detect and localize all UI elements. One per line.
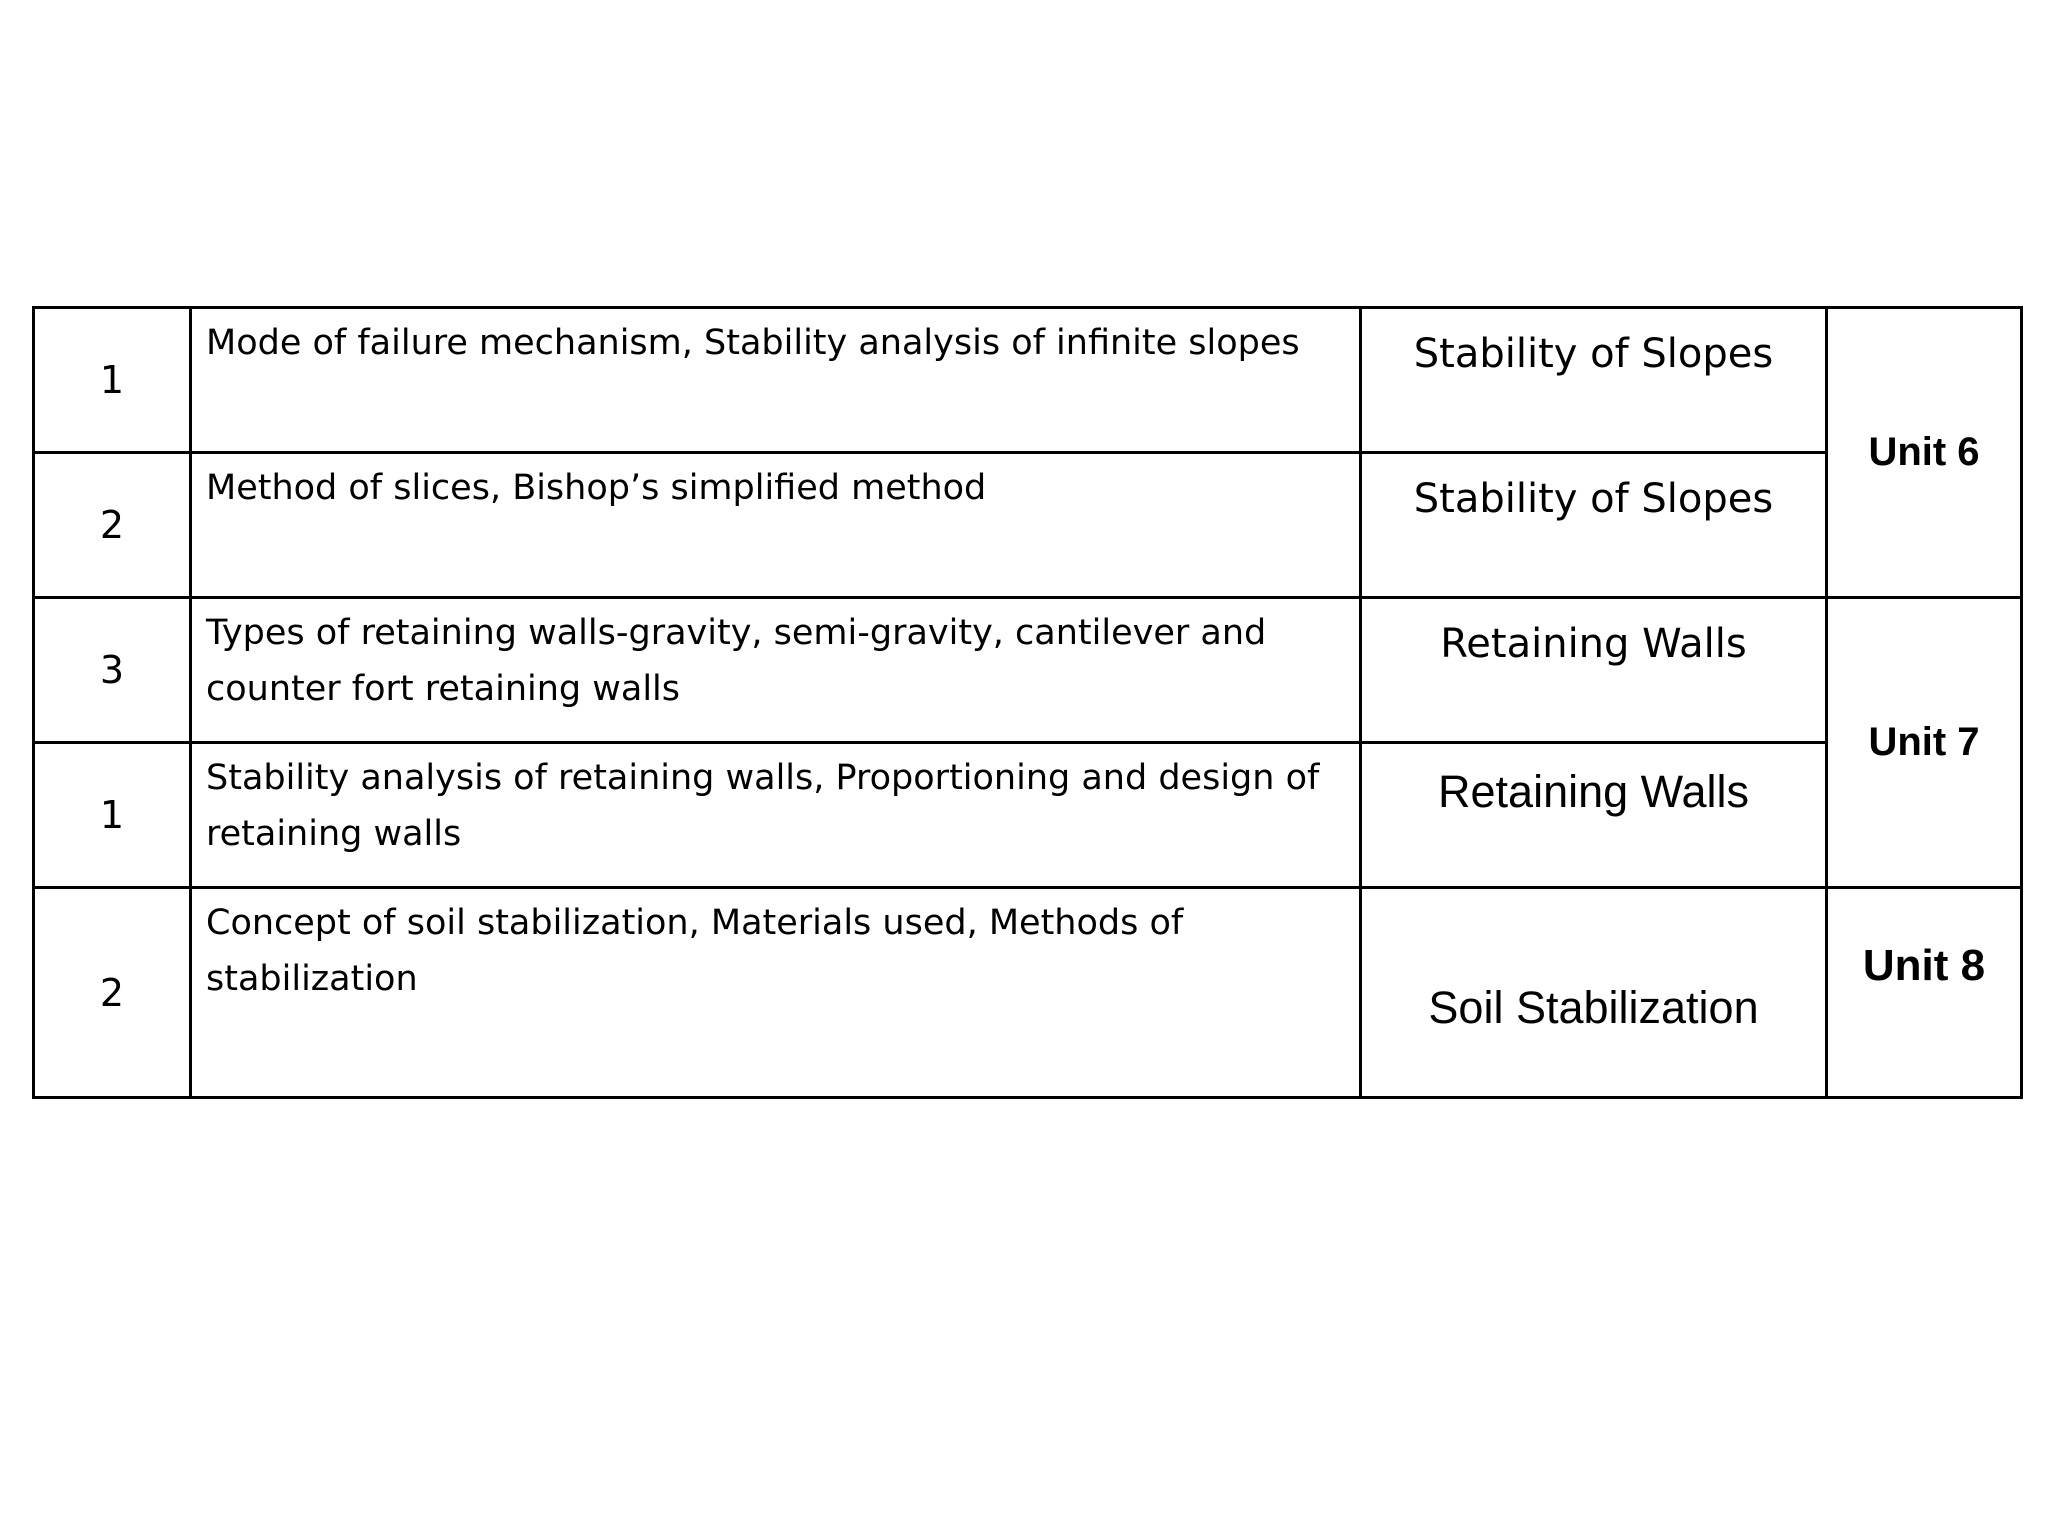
lecture-count: 3 <box>34 598 191 743</box>
unit-label: Unit 7 <box>1827 598 2022 888</box>
table-row <box>34 453 2022 598</box>
table-row <box>34 888 2022 1098</box>
unit-label: Unit 8 <box>1827 888 2022 1098</box>
topic-description: Types of retaining walls-gravity, semi-gravity, cantilever and counter fort retaining walls <box>191 598 1361 743</box>
syllabus-table <box>32 306 2023 1099</box>
chapter-title: Stability of Slopes <box>1361 453 1827 598</box>
chapter-title: Retaining Walls <box>1361 598 1827 743</box>
chapter-title: Retaining Walls <box>1361 743 1827 888</box>
topic-description: Method of slices, Bishop’s simplified method <box>191 453 1361 598</box>
unit-label: Unit 6 <box>1827 308 2022 598</box>
table-row <box>34 308 2022 453</box>
table-row <box>34 598 2022 743</box>
table-row <box>34 743 2022 888</box>
lecture-count: 1 <box>34 743 191 888</box>
lecture-count: 2 <box>34 888 191 1098</box>
topic-description: Concept of soil stabilization, Materials used, Methods of stabilization <box>191 888 1361 1098</box>
topic-description: Mode of failure mechanism, Stability analysis of infinite slopes <box>191 308 1361 453</box>
topic-description: Stability analysis of retaining walls, Proportioning and design of retaining walls <box>191 743 1361 888</box>
chapter-title: Stability of Slopes <box>1361 308 1827 453</box>
lecture-count: 1 <box>34 308 191 453</box>
lecture-count: 2 <box>34 453 191 598</box>
chapter-title: Soil Stabilization <box>1361 888 1827 1098</box>
